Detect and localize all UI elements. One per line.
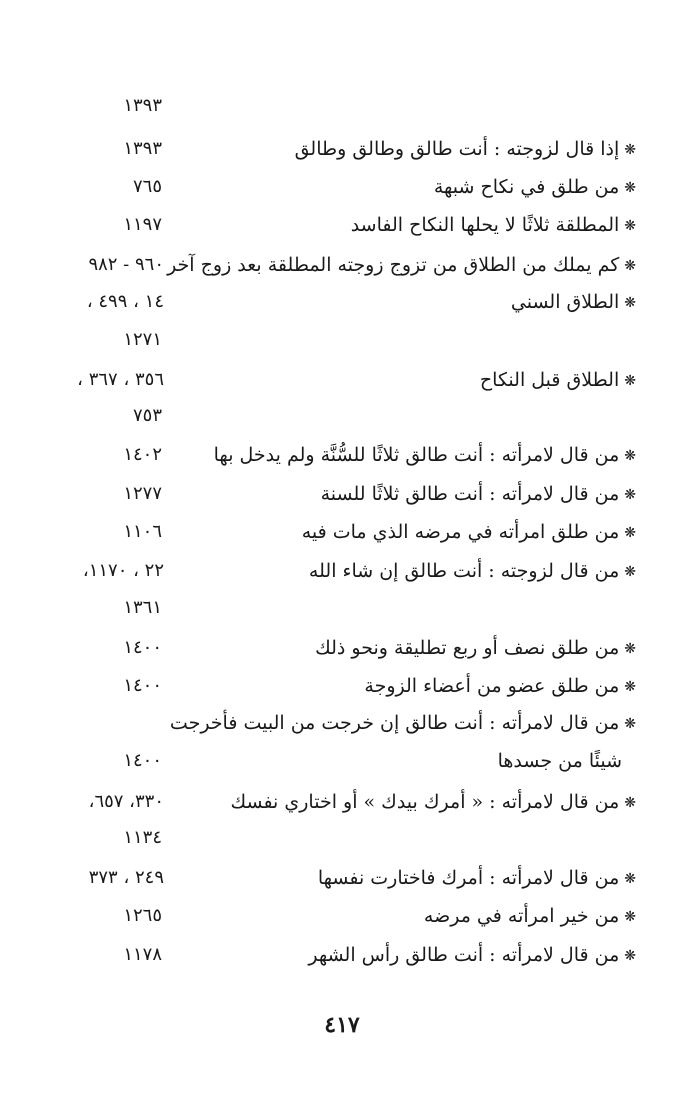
index-entry (0, 860, 684, 896)
index-entry (0, 705, 684, 741)
index-entry (0, 398, 684, 434)
page-refs: ١١٧٨ (123, 944, 162, 965)
page-refs: ١٤٠٢ (123, 444, 162, 465)
bullet-star-icon: ❋ (624, 525, 636, 541)
page-refs: ١٢٧٧ (123, 483, 162, 504)
index-entry (0, 284, 684, 320)
entry-topic: ❋من طلق نصف أو ربع تطليقة ونحو ذلك (315, 637, 636, 659)
page-refs: ٧٥٣ (132, 405, 162, 426)
bullet-star-icon: ❋ (624, 180, 636, 196)
index-entry (0, 784, 684, 820)
entry-topic: ❋من قال لامرأته : أمرك فاختارت نفسها (317, 867, 636, 889)
entry-topic: ❋من قال لامرأته : أنت طالق ثلاثًا للسُّنَّة ولم يدخل بها (213, 444, 636, 466)
entry-topic: ❋المطلقة ثلاثًا لا يحلها النكاح الفاسد (350, 214, 636, 236)
index-entry (0, 514, 684, 550)
index-entry (0, 553, 684, 589)
page-refs: ٩٦٠ - ٩٨٢ (88, 254, 164, 275)
index-entry (0, 169, 684, 205)
entry-topic: ❋من قال لامرأته : أنت طالق رأس الشهر (308, 944, 636, 966)
page-refs: ٧٦٥ (132, 176, 162, 197)
page-refs: ١١٣٤ (123, 827, 162, 848)
index-entry (0, 437, 684, 473)
page-refs: ١٤٠٠ (123, 675, 162, 696)
bullet-star-icon: ❋ (624, 487, 636, 503)
entry-topic: ❋من قال لامرأته : أنت طالق ثلاثًا للسنة (320, 483, 636, 505)
entry-topic: ❋من طلق في نكاح شبهة (433, 176, 636, 198)
page-refs: ٢٤٩ ، ٣٧٣ (88, 867, 164, 888)
index-entry (0, 362, 684, 398)
index-entry (0, 743, 684, 779)
entry-topic: ❋من طلق عضو من أعضاء الزوجة (364, 675, 636, 697)
page-refs: ١٣٩٣ (123, 138, 162, 159)
bullet-star-icon: ❋ (624, 909, 636, 925)
page-refs: ١٤٠٠ (123, 637, 162, 658)
index-entry (0, 668, 684, 704)
index-entry (0, 322, 684, 358)
bullet-star-icon: ❋ (624, 142, 636, 158)
page-refs: ٣٣٠، ٦٥٧، (88, 791, 164, 812)
entry-topic: ❋الطلاق السني (510, 291, 636, 313)
page-refs: ١٤٠٠ (123, 750, 162, 771)
bullet-star-icon: ❋ (624, 641, 636, 657)
entry-topic: ❋من خير امرأته في مرضه (423, 905, 636, 927)
index-entry (0, 131, 684, 167)
bullet-star-icon: ❋ (624, 373, 636, 389)
bullet-star-icon: ❋ (624, 795, 636, 811)
bullet-star-icon: ❋ (624, 948, 636, 964)
bullet-star-icon: ❋ (624, 564, 636, 580)
bullet-star-icon: ❋ (624, 716, 636, 732)
index-entry (0, 247, 684, 283)
entry-topic: ❋الطلاق قبل النكاح (479, 369, 636, 391)
page-refs: ١٣٦١ (123, 597, 162, 618)
index-entry (0, 207, 684, 243)
entry-topic: ❋من قال لامرأته : « أمرك بيدك » أو اختاري نفسك (230, 791, 636, 813)
index-entry (0, 937, 684, 973)
bullet-star-icon: ❋ (624, 871, 636, 887)
index-entry (0, 898, 684, 934)
bullet-star-icon: ❋ (624, 295, 636, 311)
page-number: ٤١٧ (324, 1012, 360, 1038)
page-refs: ١٤ ، ٤٩٩ ، (86, 291, 164, 312)
page-refs: ١٢٧١ (123, 329, 162, 350)
page-refs: ١١٠٦ (123, 521, 162, 542)
entry-continuation: شيئًا من جسدها (497, 750, 622, 772)
bullet-star-icon: ❋ (624, 448, 636, 464)
index-entry (0, 630, 684, 666)
entry-topic: ❋كم يملك من الطلاق من تزوج زوجته المطلقة بعد زوج آخر (167, 254, 636, 276)
entry-topic: ❋من قال لزوجته : أنت طالق إن شاء الله (308, 560, 636, 582)
index-entry (0, 88, 684, 124)
page-refs: ١١٩٧ (123, 214, 162, 235)
bullet-star-icon: ❋ (624, 218, 636, 234)
page-refs: ٣٥٦ ، ٣٦٧ ، (77, 369, 164, 390)
bullet-star-icon: ❋ (624, 258, 636, 274)
index-entry (0, 590, 684, 626)
entry-topic: ❋من طلق امرأته في مرضه الذي مات فيه (301, 521, 636, 543)
index-entry (0, 476, 684, 512)
page-refs: ٢٢ ، ١١٧٠، (82, 560, 164, 581)
entry-topic: ❋إذا قال لزوجته : أنت طالق وطالق وطالق (294, 138, 636, 160)
entry-topic: ❋من قال لامرأته : أنت طالق إن خرجت من البيت فأخرجت (169, 712, 636, 734)
bullet-star-icon: ❋ (624, 679, 636, 695)
page-refs: ١٢٦٥ (123, 905, 162, 926)
index-entry (0, 820, 684, 856)
page-refs: ١٣٩٣ (123, 95, 162, 116)
